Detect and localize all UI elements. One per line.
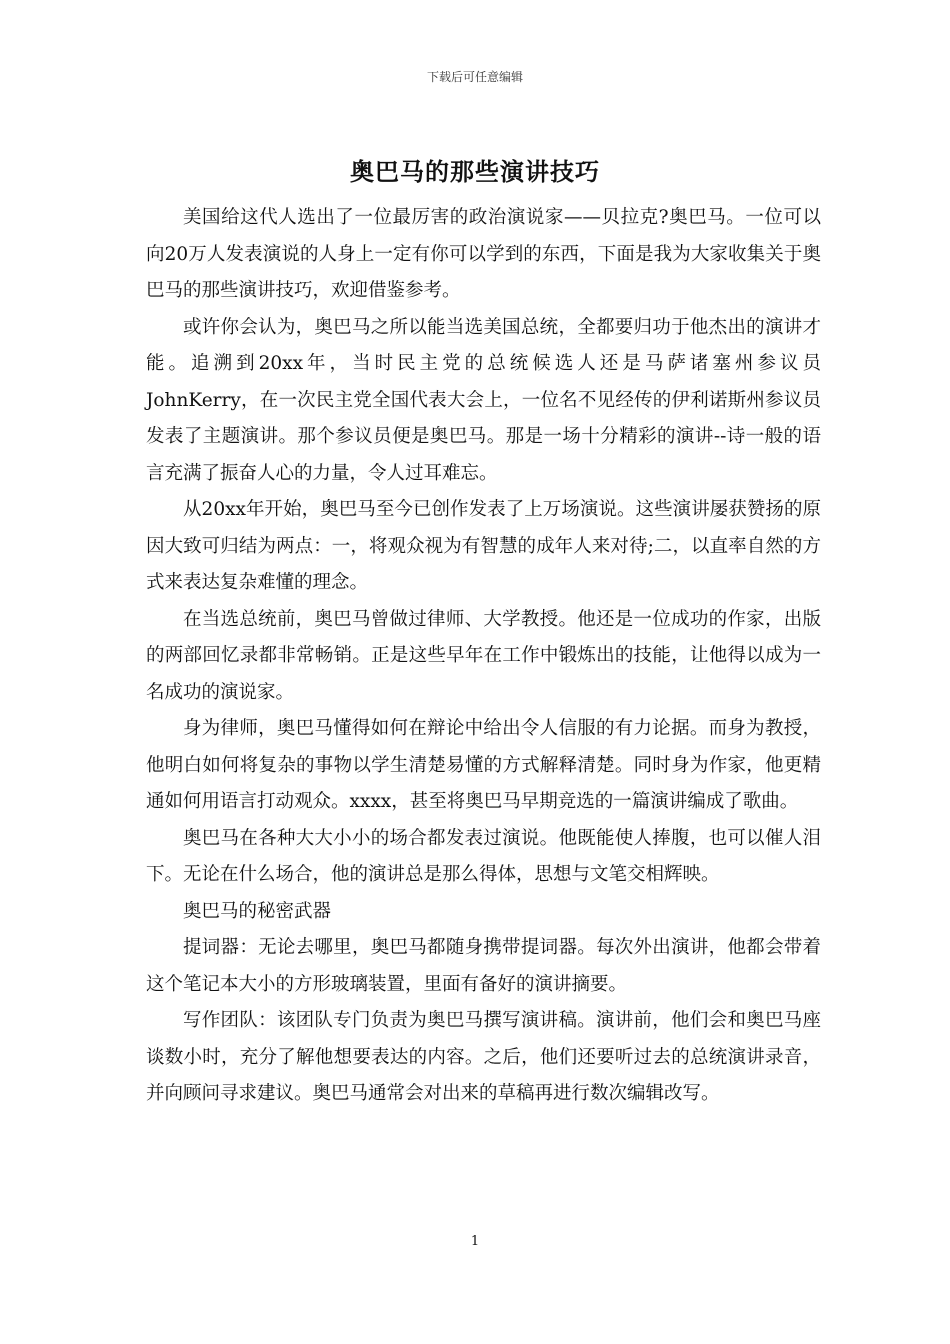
header-note: 下载后可任意编辑 xyxy=(426,70,523,84)
section-heading: 奥巴马的秘密武器 xyxy=(183,900,332,922)
paragraph: 奥巴马在各种大大小小的场合都发表过演说。他既能使人捧腹，也可以催人泪下。无论在什么场合，他的演讲总是那么得体，思想与文笔交相辉映。 xyxy=(146,827,821,885)
article-body xyxy=(146,200,821,1113)
paragraph: 身为律师，奥巴马懂得如何在辩论中给出令人信服的有力论据。而身为教授，他明白如何将复杂的事物以学生清楚易懂的方式解释清楚。同时身为作家，他更精通如何用语言打动观众。xxxx，甚至将奥巴马早期竞选的一篇演讲编成了歌曲。 xyxy=(146,718,821,812)
page-title: 奥巴马的那些演讲技巧 xyxy=(350,157,600,186)
paragraph: 写作团队：该团队专门负责为奥巴马撰写演讲稿。演讲前，他们会和奥巴马座谈数小时，充分了解他想要表达的内容。之后，他们还要听过去的总统演讲录音，并向顾问寻求建议。奥巴马通常会对出来的草稿再进行数次编辑改写。 xyxy=(146,1010,821,1104)
paragraph: 提词器：无论去哪里，奥巴马都随身携带提词器。每次外出演讲，他都会带着这个笔记本大小的方形玻璃装置，里面有备好的演讲摘要。 xyxy=(146,937,821,995)
paragraph: 从20xx年开始，奥巴马至今已创作发表了上万场演说。这些演讲屡获赞扬的原因大致可归结为两点：一，将观众视为有智慧的成年人来对待;二，以直率自然的方式来表达复杂难懂的理念。 xyxy=(146,499,821,593)
page-number: 1 xyxy=(470,1234,480,1249)
paragraph: 在当选总统前，奥巴马曾做过律师、大学教授。他还是一位成功的作家，出版的两部回忆录都非常畅销。正是这些早年在工作中锻炼出的技能，让他得以成为一名成功的演说家。 xyxy=(146,608,821,703)
paragraph: 或许你会认为，奥巴马之所以能当选美国总统，全都要归功于他杰出的演讲才能。追溯到20xx年，当时民主党的总统候选人还是马萨诸塞州参议员JohnKerry，在一次民主党全国代表大会上，一位名不见经传的伊利诺斯州参议员发表了主题演讲。那个参议员便是奥巴马。那是一场十分精彩的演讲--诗一般的语言充满了振奋人心的力量，令人过耳难忘。 xyxy=(146,316,821,484)
paragraph: 美国给这代人选出了一位最厉害的政治演说家——贝拉克?奥巴马。一位可以向20万人发表演说的人身上一定有你可以学到的东西，下面是我为大家收集关于奥巴马的那些演讲技巧，欢迎借鉴参考。 xyxy=(146,207,821,301)
